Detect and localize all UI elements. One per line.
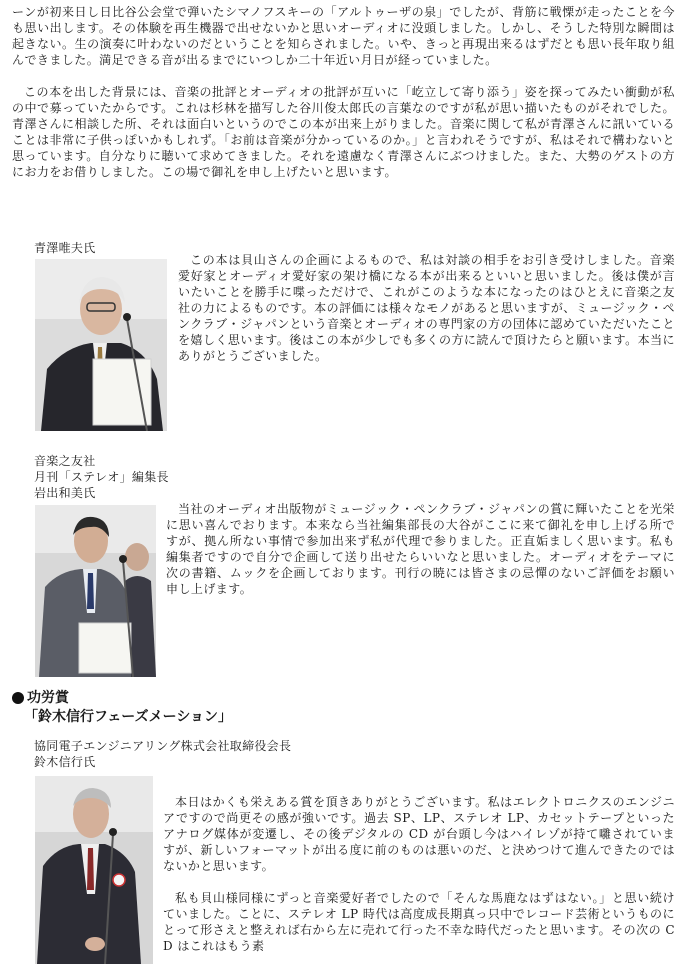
- speaker-name: 青澤唯夫氏: [34, 241, 96, 255]
- intro-paragraph-1: ーンが初来日し日比谷公会堂で弾いたシマノフスキーの「アルトゥーザの泉」でしたが、背筋に戦慄が走ったことを今も思い出します。その体験を再生機器で出せないかと思いオーディオに没頭しました。しかし、そうした特別な瞬間は起きない。生の演奏に叶わないのだということを知らされました。いや、きっと再現出来るはずだとも思い長年取り組んできました。満足できる音が出るまでにいつしか二十年近い月日が経っていました。: [12, 5, 675, 67]
- bullet-icon: [12, 692, 24, 704]
- speaker-speech-iwade: 当社のオーディオ出版物がミュージック・ペンクラブ・ジャパンの賞に輝いたことを光栄に思い喜んでおります。本来なら当社編集部長の大谷がここに来て御礼を申し上げる所ですが、拠ん所ない事情で参加出来ず私が代理で参りました。正直姤ましく思います。私も編集者ですので自分で企画して送り出せたらいいなと思いました。オーディオをテーマに次の書籍、ムックを企画しております。刊行の暁には皆さまの忌憚のないご評価をお願い申し上げます。: [166, 502, 675, 596]
- award-category: 功労賞: [27, 690, 69, 706]
- award-section-heading: [12, 689, 69, 707]
- awardee-affiliation: 協同電子エンジニアリング株式会社取締役会長: [34, 739, 292, 753]
- speaker-photo-iwade: [35, 505, 156, 677]
- speaker-label: [34, 453, 169, 501]
- awardee-photo-suzuki: [35, 776, 153, 964]
- intro-paragraph-2: この本を出した背景には、音楽の批評とオーディオの批評が互いに「屹立して寄り添う」姿を探ってみたい衝動が私の中で募っていたからです。これは杉林を描写した谷川俊太郎氏の言葉なのですが私が思い描いたものがそれでした。青澤さんに相談した所、それは面白いというのでこの本が出来上がりました。音楽に関して私が青澤さんに訊いていることは非常に子供っぽいかもしれず。「お前は音楽が分かっているのか。」と言われそうですが、私はそれで構わないと思っています。自分なりに聴いて求めてきました。それを遠慮なく青澤さんにぶつけました。また、大勢のゲストの方にお力をお借りしました。この場で御礼を申し上げたいと思います。: [12, 85, 675, 179]
- awardee-name: 鈴木信行氏: [34, 755, 96, 769]
- awardee-speech-paragraph-1: 本日はかくも栄えある賞を頂きありがとうございます。私はエレクトロニクスのエンジニアですので尚更その感が強いです。過去 SP、LP、ステレオ LP、カセットテープといったアナログ媒体が変遷し、その後デジタルの CD が台頭し今はハイレゾが持て囃されていますが、新しいフォーマットが出る度に前のものは悪いのだ、と決めつけて進んできたのではないかと思います。: [163, 795, 675, 873]
- speaker-name: 岩出和美氏: [34, 486, 96, 500]
- speaker-label: [34, 240, 96, 256]
- speaker-photo-aozawa: [35, 259, 167, 431]
- awardee-speech-paragraph-2: 私も貝山様同様にずっと音楽愛好者でしたので「そんな馬鹿なはずはない。」と思い続けていました。ことに、ステレオ LP 時代は高度成長期真っ只中でレコード芸術というものにとって形さえと整えれば右から左に売れて行った不幸な時代だったと思います。その次の CD はこれはもう素: [163, 891, 675, 953]
- award-name: 「鈴木信行フェーズメーション」: [24, 709, 233, 725]
- awardee-label: [34, 738, 291, 770]
- speaker-title: 月刊「ステレオ」編集長: [34, 470, 169, 484]
- speaker-speech-aozawa: この本は貝山さんの企画によるもので、私は対談の相手をお引き受けしました。音楽愛好家とオーディオ愛好家の架け橋になる本が出来るといいと思いました。後は僕が言いたいことを勝手に喋っただけで、これがこのような本になったのはひとえに音楽之友社の力によるものです。本の評価には様々なモノがあると思いますが、ミュージック・ペンクラブ・ジャパンという音楽とオーディオの専門家の方の団体に認めていただいたことを嬉しく思います。後はこの本が少しでも多くの方に読んで頂けたらと願います。本当にありがとうございました。: [178, 253, 675, 363]
- speaker-affiliation: 音楽之友社: [34, 454, 96, 468]
